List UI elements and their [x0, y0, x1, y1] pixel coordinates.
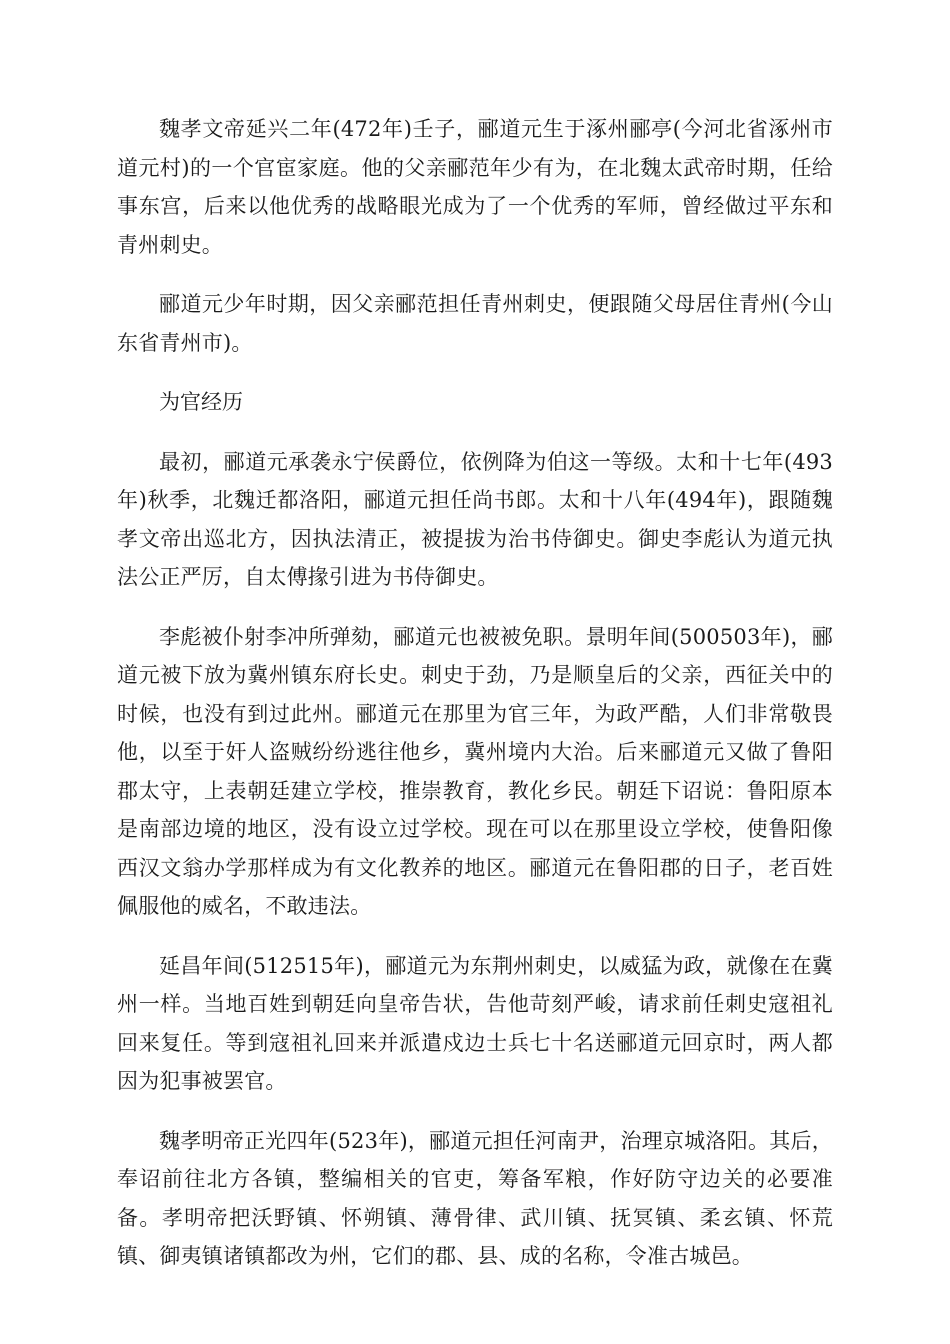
paragraph-henan: 魏孝明帝正光四年(523年)，郦道元担任河南尹，治理京城洛阳。其后，奉诏前往北方各镇，整编相关的官吏，筹备军粮，作好防守边关的必要准备。孝明帝把沃野镇、怀朔镇、薄骨律、武川镇、抚冥镇、柔玄镇、怀荒镇、御夷镇诸镇都改为州，它们的郡、县、成的名称，令准古城邑。 — [117, 1128, 833, 1268]
paragraph-youth: 郦道元少年时期，因父亲郦范担任青州刺史，便跟随父母居住青州(今山东省青州市)。 — [117, 292, 833, 355]
paragraph-jizhou: 李彪被仆射李冲所弹劾，郦道元也被被免职。景明年间(500503年)，郦道元被下放为冀州镇东府长史。刺史于劲，乃是顺皇后的父亲，西征关中的时候，也没有到过此州。郦道元在那里为官三年，为政严酷，人们非常敬畏他，以至于奸人盗贼纷纷逃往他乡，冀州境内大治。后来郦道元又做了鲁阳郡太守，上表朝廷建立学校，推崇教育，教化乡民。朝廷下诏说：鲁阳原本是南部边境的地区，没有设立过学校。现在可以在那里设立学校，使鲁阳像西汉文翁办学那样成为有文化教养的地区。郦道元在鲁阳郡的日子，老百姓佩服他的威名，不敢违法。 — [117, 624, 833, 918]
section-heading: 为官经历 — [159, 390, 243, 414]
paragraph-early-career: 最初，郦道元承袭永宁侯爵位，依例降为伯这一等级。太和十七年(493年)秋季，北魏迁都洛阳，郦道元担任尚书郎。太和十八年(494年)，跟随魏孝文帝出巡北方，因执法清正，被提拔为治书侍御史。御史李彪认为道元执法公正严厉，自太傅掾引进为书侍御史。 — [117, 449, 833, 589]
document-page — [117, 110, 833, 1297]
paragraph-birth: 魏孝文帝延兴二年(472年)壬子，郦道元生于涿州郦亭(今河北省涿州市道元村)的一个官宦家庭。他的父亲郦范年少有为，在北魏太武帝时期，任给事东宫，后来以他优秀的战略眼光成为了一个优秀的军师，曾经做过平东和青州刺史。 — [117, 117, 833, 257]
paragraph-dongjingzhou: 延昌年间(512515年)，郦道元为东荆州刺史，以威猛为政，就像在在冀州一样。当地百姓到朝廷向皇帝告状，告他苛刻严峻，请求前任刺史寇祖礼回来复任。等到寇祖礼回来并派遣戍边士兵七十名送郦道元回京时，两人都因为犯事被罢官。 — [117, 953, 833, 1093]
